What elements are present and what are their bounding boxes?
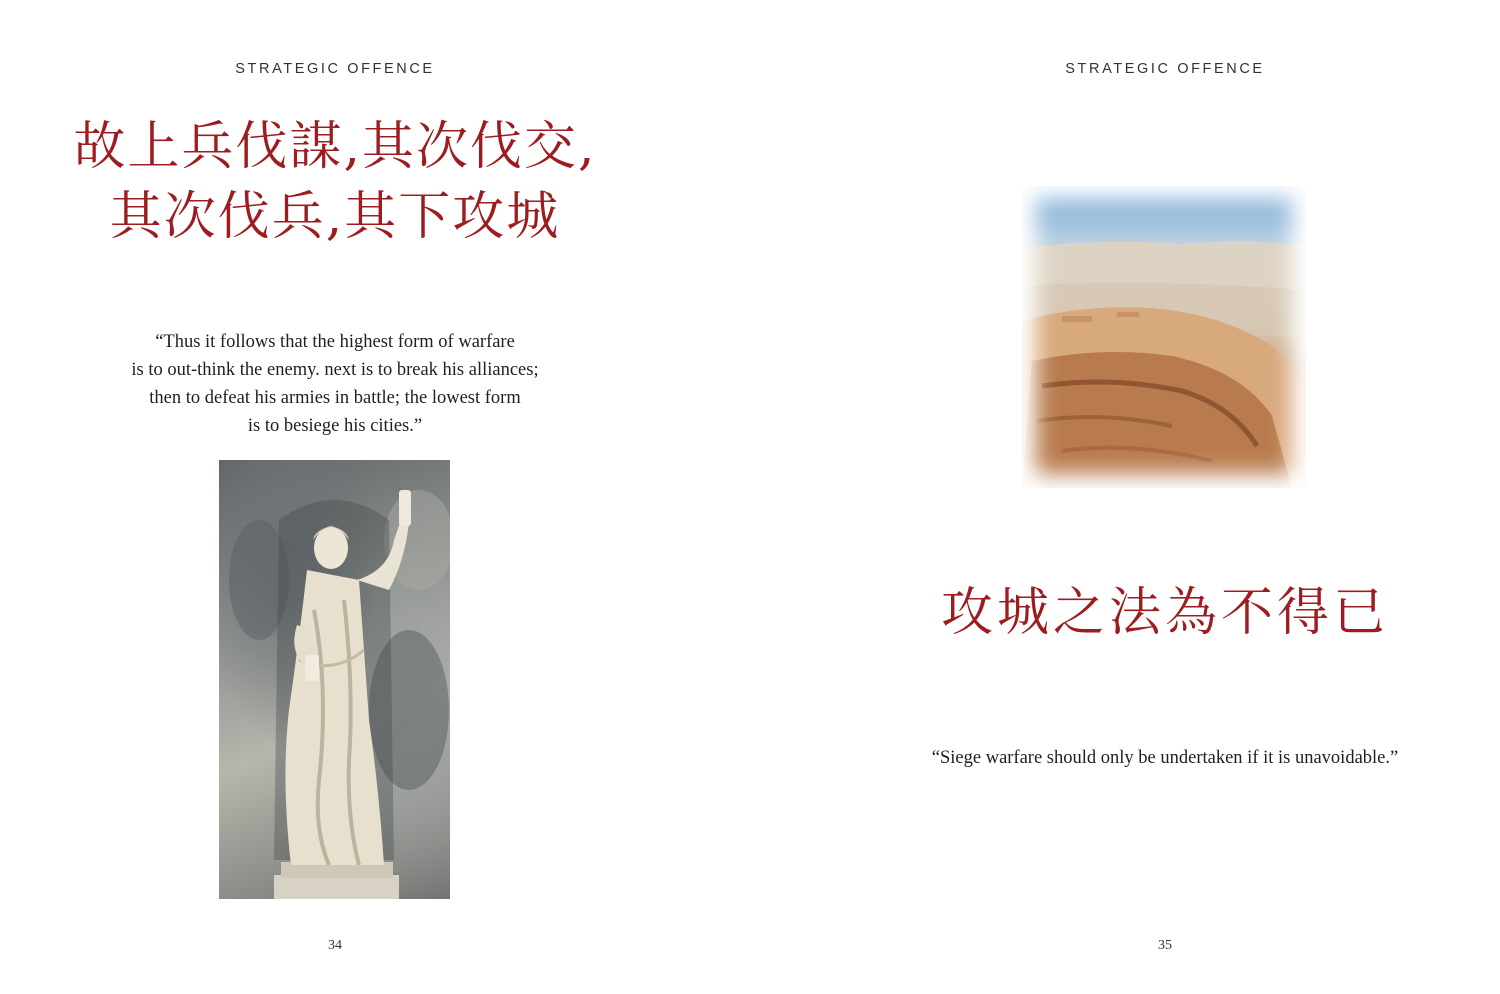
- quote-line: is to besiege his cities.”: [247, 416, 423, 436]
- page-number: 34: [328, 938, 342, 953]
- quote-line: is to out-think the enemy. next is to break his alliances;: [131, 360, 539, 380]
- chinese-passage: [0, 112, 710, 252]
- statue-photo: [219, 460, 450, 899]
- right-page: [750, 0, 1500, 994]
- desert-fortress-photo: [1022, 186, 1306, 488]
- running-head: STRATEGIC OFFENCE: [235, 61, 435, 77]
- quote-line: “Thus it follows that the highest form of warfare: [155, 332, 515, 352]
- chinese-line: 其次伐兵,其下攻城: [109, 187, 561, 247]
- statue-illustration: [219, 460, 450, 899]
- vignette-fade: [1022, 186, 1306, 488]
- running-head: STRATEGIC OFFENCE: [1065, 61, 1265, 77]
- chinese-line: 故上兵伐謀,其次伐交,: [73, 117, 597, 177]
- english-quote: “Siege warfare should only be undertaken if it is unavoidable.”: [931, 748, 1399, 768]
- english-quote: [0, 328, 710, 440]
- quote-line: then to defeat his armies in battle; the lowest form: [149, 388, 521, 408]
- page-number: 35: [1158, 938, 1172, 953]
- chinese-passage: 攻城之法為不得已: [940, 583, 1389, 643]
